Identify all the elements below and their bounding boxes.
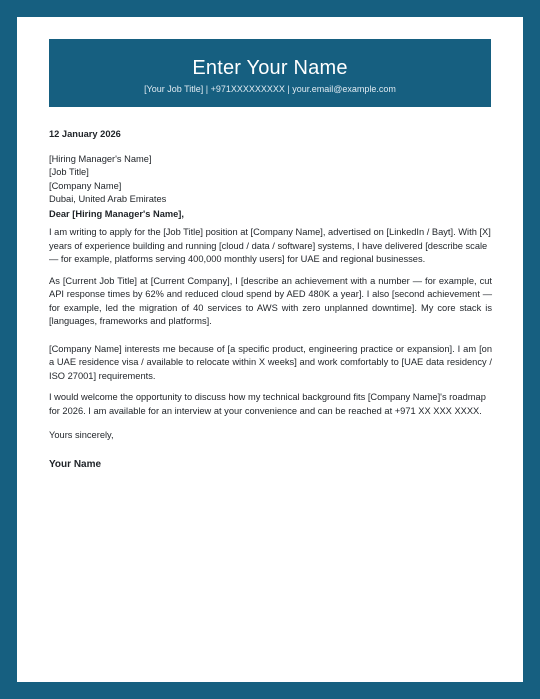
recipient-title: [Job Title] — [49, 167, 89, 177]
paragraph-motivation: [Company Name] interests me because of [a specific product, engineering practice or expansion]. I am [on a UAE residence visa / available to relocate within X weeks] and work comfortably to [UAE data residency / ISO 27001] requirements. — [49, 343, 492, 381]
applicant-name: Enter Your Name — [192, 57, 348, 79]
paragraph-closing: I would welcome the opportunity to discuss how my technical background fits [Company Name]'s roadmap for 2026. I am available for an interview at your convenience and can be reached at +971 XX XXX XXXX. — [49, 392, 486, 416]
paragraph-intro: I am writing to apply for the [Job Title] position at [Company Name], advertised on [LinkedIn / Bayt]. With [X] years of experience building and running [cloud / data / software] systems, I have delivered [describe scale — for example, platforms serving 400,000 monthly users] for UAE and regional businesses. — [49, 227, 491, 264]
signature: Your Name — [49, 458, 102, 470]
recipient-address — [49, 153, 492, 207]
paragraph-achievements: As [Current Job Title] at [Current Company], I [describe an achievement with a number — for example, cut API response times by 62% and reduced cloud spend by AED 480K a year]. I also [second achievement — for example, led the migration of 40 services to AWS with zero unplanned downtime]. My core stack is [languages, frameworks and platforms]. — [49, 275, 492, 326]
greeting: Dear [Hiring Manager's Name], — [49, 208, 184, 219]
recipient-location: Dubai, United Arab Emirates — [49, 194, 167, 204]
letter-body — [49, 128, 492, 471]
recipient-company: [Company Name] — [49, 180, 122, 191]
header-banner — [49, 39, 491, 107]
contact-line: [Your Job Title] | +971XXXXXXXXX | your.email@example.com — [144, 84, 396, 94]
recipient-name: [Hiring Manager's Name] — [49, 153, 152, 164]
closing: Yours sincerely, — [49, 430, 114, 440]
letter-date: 12 January 2026 — [49, 129, 121, 139]
letter-page — [17, 17, 523, 682]
